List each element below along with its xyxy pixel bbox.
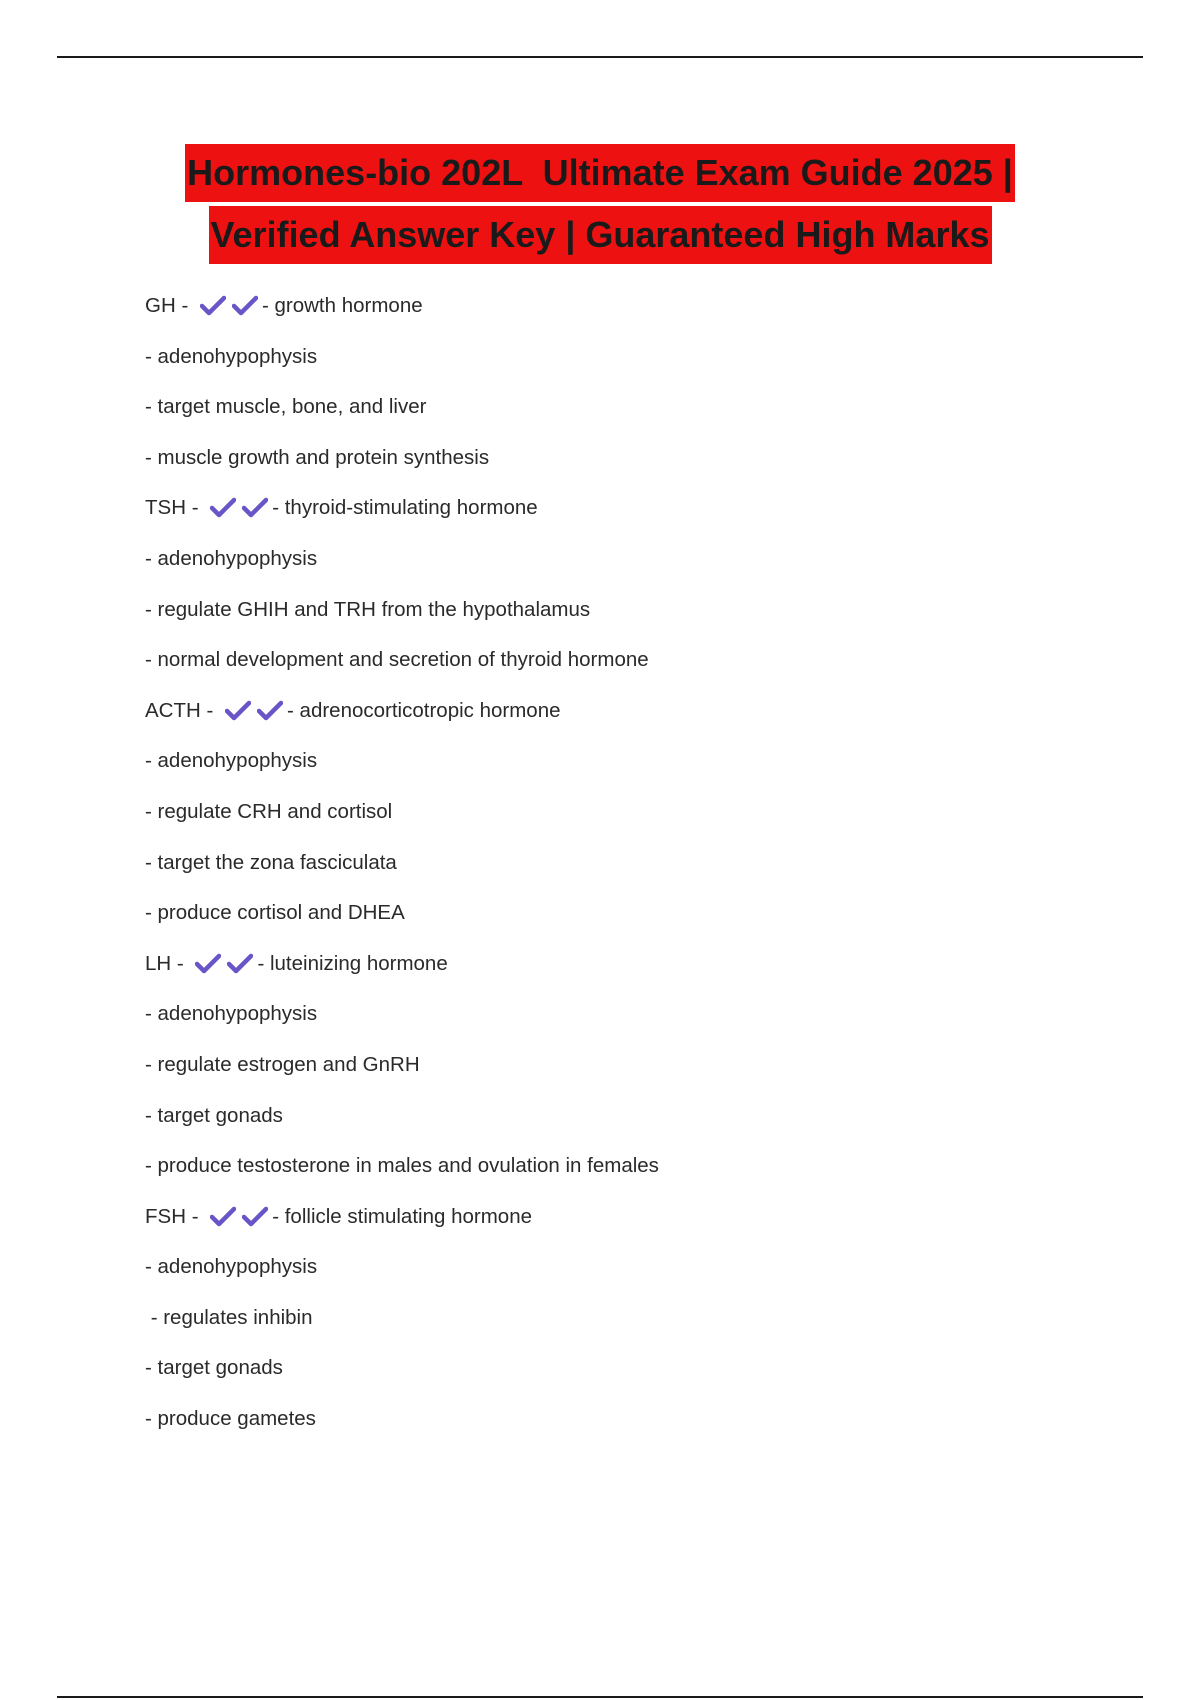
hormone-heading [145, 288, 1105, 339]
header-rule [57, 56, 1143, 58]
hormone-heading [145, 946, 1105, 997]
hormone-detail: - normal development and secretion of thyroid hormone [145, 648, 649, 672]
hormone-detail: - target gonads [145, 1103, 283, 1127]
hormone-full-name: - adrenocorticotropic hormone [287, 698, 561, 722]
hormone-list [145, 288, 1105, 1452]
hormone-abbreviation: LH - [145, 951, 190, 975]
hormone-detail: - adenohypophysis [145, 344, 318, 368]
hormone-detail: - adenohypophysis [145, 1255, 318, 1279]
hormone-abbreviation: FSH - [145, 1204, 205, 1228]
check-marks [210, 1199, 268, 1235]
checkmark-icon [257, 700, 283, 722]
hormone-detail: - target gonads [145, 1356, 283, 1380]
hormone-full-name: - growth hormone [261, 294, 423, 317]
checkmark-icon [227, 953, 253, 975]
hormone-detail: - adenohypophysis [145, 546, 318, 570]
hormone-detail: - target the zona fasciculata [145, 850, 397, 874]
hormone-detail: - produce testosterone in males and ovulation in females [145, 1154, 659, 1178]
hormone-full-name: - luteinizing hormone [257, 951, 448, 975]
title-line-2: Verified Answer Key | Guaranteed High Marks [209, 206, 992, 264]
hormone-detail: - regulate estrogen and GnRH [145, 1052, 420, 1076]
hormone-abbreviation: ACTH - [145, 698, 220, 722]
hormone-abbreviation: TSH - [145, 496, 205, 520]
hormone-detail: - adenohypophysis [145, 1002, 318, 1026]
hormone-detail: - regulate CRH and cortisol [145, 799, 393, 823]
hormone-heading [145, 693, 1105, 744]
hormone-full-name: - follicle stimulating hormone [272, 1204, 532, 1228]
check-marks [210, 490, 268, 526]
hormone-abbreviation: GH - [145, 294, 194, 317]
document-title [0, 144, 1200, 268]
hormone-heading [145, 1199, 1105, 1250]
hormone-detail: - produce cortisol and DHEA [145, 901, 405, 925]
hormone-detail: - regulates inhibin [145, 1305, 313, 1329]
checkmark-icon [225, 700, 251, 722]
checkmark-icon [232, 295, 258, 317]
hormone-detail: - regulate GHIH and TRH from the hypothalamus [145, 597, 591, 621]
hormone-detail: - produce gametes [145, 1407, 316, 1431]
check-marks [225, 693, 283, 729]
check-marks [195, 946, 253, 982]
checkmark-icon [242, 1206, 268, 1228]
hormone-heading [145, 490, 1105, 541]
title-line-1: Hormones-bio 202L Ultimate Exam Guide 2025 | [185, 144, 1015, 202]
checkmark-icon [195, 953, 221, 975]
hormone-detail: - adenohypophysis [145, 749, 318, 773]
check-marks [200, 288, 258, 324]
checkmark-icon [210, 497, 236, 519]
hormone-full-name: - thyroid-stimulating hormone [272, 496, 538, 520]
checkmark-icon [200, 295, 226, 317]
hormone-detail: - target muscle, bone, and liver [145, 395, 427, 419]
checkmark-icon [210, 1206, 236, 1228]
checkmark-icon [242, 497, 268, 519]
footer-rule [57, 1696, 1143, 1698]
hormone-detail: - muscle growth and protein synthesis [145, 445, 490, 469]
